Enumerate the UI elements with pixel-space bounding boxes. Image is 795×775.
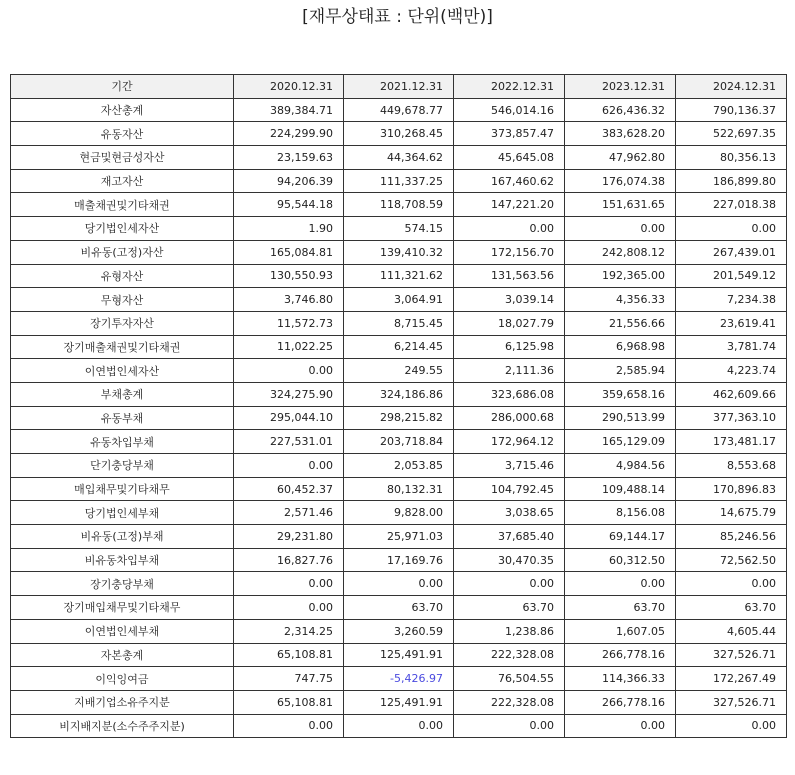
period-column-header: 2020.12.31 — [234, 75, 344, 99]
table-row — [11, 430, 787, 454]
value-cell: 95,544.18 — [234, 193, 344, 217]
value-cell: 65,108.81 — [234, 643, 344, 667]
value-cell: 0.00 — [344, 572, 454, 596]
table-row — [11, 548, 787, 572]
value-cell: 172,964.12 — [454, 430, 565, 454]
row-label: 이연법인세자산 — [11, 359, 234, 383]
value-cell: 170,896.83 — [676, 477, 787, 501]
value-cell: 0.00 — [565, 572, 676, 596]
period-column-header: 2024.12.31 — [676, 75, 787, 99]
value-cell: 4,605.44 — [676, 619, 787, 643]
value-cell: 29,231.80 — [234, 525, 344, 549]
value-cell: 377,363.10 — [676, 406, 787, 430]
value-cell: 6,214.45 — [344, 335, 454, 359]
value-cell: 14,675.79 — [676, 501, 787, 525]
value-cell: 151,631.65 — [565, 193, 676, 217]
value-cell: 45,645.08 — [454, 146, 565, 170]
table-row — [11, 596, 787, 620]
value-cell: 25,971.03 — [344, 525, 454, 549]
value-cell: 165,129.09 — [565, 430, 676, 454]
value-cell: 8,553.68 — [676, 454, 787, 478]
row-label: 비지배지분(소수주주지분) — [11, 714, 234, 738]
row-label: 장기매출채권및기타채권 — [11, 335, 234, 359]
table-row — [11, 359, 787, 383]
value-cell: 266,778.16 — [565, 643, 676, 667]
value-cell: 3,260.59 — [344, 619, 454, 643]
table-row — [11, 169, 787, 193]
value-cell: 298,215.82 — [344, 406, 454, 430]
value-cell: 17,169.76 — [344, 548, 454, 572]
table-row — [11, 643, 787, 667]
table-row — [11, 619, 787, 643]
value-cell: 3,781.74 — [676, 335, 787, 359]
value-cell: 172,267.49 — [676, 667, 787, 691]
value-cell: 172,156.70 — [454, 240, 565, 264]
row-label: 당기법인세부채 — [11, 501, 234, 525]
value-cell: 3,064.91 — [344, 288, 454, 312]
table-row — [11, 382, 787, 406]
table-row — [11, 122, 787, 146]
value-cell: 224,299.90 — [234, 122, 344, 146]
value-cell: 2,111.36 — [454, 359, 565, 383]
value-cell: 222,328.08 — [454, 643, 565, 667]
table-row — [11, 690, 787, 714]
value-cell: 4,984.56 — [565, 454, 676, 478]
row-label: 장기매입채무및기타채무 — [11, 596, 234, 620]
row-label: 당기법인세자산 — [11, 217, 234, 241]
value-cell: 173,481.17 — [676, 430, 787, 454]
value-cell: 23,159.63 — [234, 146, 344, 170]
value-cell: 94,206.39 — [234, 169, 344, 193]
value-cell: 3,746.80 — [234, 288, 344, 312]
row-label: 재고자산 — [11, 169, 234, 193]
period-header: 기간 — [11, 75, 234, 99]
row-label: 비유동(고정)부채 — [11, 525, 234, 549]
value-cell: 85,246.56 — [676, 525, 787, 549]
value-cell: 192,365.00 — [565, 264, 676, 288]
value-cell: 0.00 — [676, 714, 787, 738]
table-row — [11, 714, 787, 738]
value-cell: 65,108.81 — [234, 690, 344, 714]
value-cell: 201,549.12 — [676, 264, 787, 288]
table-row — [11, 240, 787, 264]
value-cell: 7,234.38 — [676, 288, 787, 312]
table-row — [11, 667, 787, 691]
value-cell: 72,562.50 — [676, 548, 787, 572]
value-cell: 242,808.12 — [565, 240, 676, 264]
row-label: 유동자산 — [11, 122, 234, 146]
value-cell: 0.00 — [234, 714, 344, 738]
value-cell: 0.00 — [454, 714, 565, 738]
value-cell: 8,715.45 — [344, 311, 454, 335]
value-cell: 60,452.37 — [234, 477, 344, 501]
value-cell: 165,084.81 — [234, 240, 344, 264]
value-cell: 0.00 — [454, 217, 565, 241]
value-cell: 69,144.17 — [565, 525, 676, 549]
row-label: 단기충당부채 — [11, 454, 234, 478]
period-column-header: 2023.12.31 — [565, 75, 676, 99]
value-cell: 323,686.08 — [454, 382, 565, 406]
row-label: 장기투자자산 — [11, 311, 234, 335]
value-cell: 125,491.91 — [344, 690, 454, 714]
period-column-header: 2022.12.31 — [454, 75, 565, 99]
value-cell: 111,321.62 — [344, 264, 454, 288]
value-cell: 63.70 — [344, 596, 454, 620]
value-cell: 1.90 — [234, 217, 344, 241]
value-cell: 4,223.74 — [676, 359, 787, 383]
value-cell: 111,337.25 — [344, 169, 454, 193]
value-cell: 109,488.14 — [565, 477, 676, 501]
table-row — [11, 454, 787, 478]
value-cell: -5,426.97 — [344, 667, 454, 691]
value-cell: 104,792.45 — [454, 477, 565, 501]
value-cell: 324,186.86 — [344, 382, 454, 406]
value-cell: 6,125.98 — [454, 335, 565, 359]
value-cell: 23,619.41 — [676, 311, 787, 335]
value-cell: 227,018.38 — [676, 193, 787, 217]
value-cell: 186,899.80 — [676, 169, 787, 193]
period-column-header: 2021.12.31 — [344, 75, 454, 99]
value-cell: 3,039.14 — [454, 288, 565, 312]
value-cell: 3,038.65 — [454, 501, 565, 525]
table-row — [11, 477, 787, 501]
table-row — [11, 264, 787, 288]
row-label: 유동부채 — [11, 406, 234, 430]
value-cell: 11,572.73 — [234, 311, 344, 335]
value-cell: 0.00 — [454, 572, 565, 596]
value-cell: 16,827.76 — [234, 548, 344, 572]
value-cell: 546,014.16 — [454, 98, 565, 122]
table-row — [11, 501, 787, 525]
value-cell: 63.70 — [676, 596, 787, 620]
value-cell: 249.55 — [344, 359, 454, 383]
table-row — [11, 217, 787, 241]
value-cell: 383,628.20 — [565, 122, 676, 146]
value-cell: 9,828.00 — [344, 501, 454, 525]
table-row — [11, 288, 787, 312]
value-cell: 125,491.91 — [344, 643, 454, 667]
value-cell: 290,513.99 — [565, 406, 676, 430]
table-header-row — [11, 75, 787, 99]
value-cell: 327,526.71 — [676, 643, 787, 667]
value-cell: 462,609.66 — [676, 382, 787, 406]
value-cell: 2,314.25 — [234, 619, 344, 643]
row-label: 이연법인세부채 — [11, 619, 234, 643]
value-cell: 522,697.35 — [676, 122, 787, 146]
value-cell: 147,221.20 — [454, 193, 565, 217]
value-cell: 359,658.16 — [565, 382, 676, 406]
value-cell: 626,436.32 — [565, 98, 676, 122]
value-cell: 63.70 — [565, 596, 676, 620]
value-cell: 176,074.38 — [565, 169, 676, 193]
value-cell: 790,136.37 — [676, 98, 787, 122]
value-cell: 0.00 — [234, 572, 344, 596]
row-label: 자산총계 — [11, 98, 234, 122]
value-cell: 389,384.71 — [234, 98, 344, 122]
value-cell: 227,531.01 — [234, 430, 344, 454]
value-cell: 30,470.35 — [454, 548, 565, 572]
value-cell: 0.00 — [234, 454, 344, 478]
value-cell: 37,685.40 — [454, 525, 565, 549]
value-cell: 8,156.08 — [565, 501, 676, 525]
value-cell: 167,460.62 — [454, 169, 565, 193]
value-cell: 1,607.05 — [565, 619, 676, 643]
value-cell: 0.00 — [234, 359, 344, 383]
balance-sheet-table — [10, 74, 787, 738]
row-label: 자본총계 — [11, 643, 234, 667]
value-cell: 0.00 — [234, 596, 344, 620]
table-row — [11, 98, 787, 122]
row-label: 부채총계 — [11, 382, 234, 406]
table-row — [11, 335, 787, 359]
row-label: 이익잉여금 — [11, 667, 234, 691]
value-cell: 21,556.66 — [565, 311, 676, 335]
value-cell: 267,439.01 — [676, 240, 787, 264]
value-cell: 0.00 — [676, 572, 787, 596]
value-cell: 449,678.77 — [344, 98, 454, 122]
value-cell: 266,778.16 — [565, 690, 676, 714]
page-title: [재무상태표 : 단위(백만)] — [302, 7, 493, 27]
value-cell: 47,962.80 — [565, 146, 676, 170]
table-body — [11, 98, 787, 738]
value-cell: 139,410.32 — [344, 240, 454, 264]
value-cell: 63.70 — [454, 596, 565, 620]
table-row — [11, 572, 787, 596]
row-label: 무형자산 — [11, 288, 234, 312]
table-row — [11, 193, 787, 217]
table-row — [11, 525, 787, 549]
value-cell: 2,571.46 — [234, 501, 344, 525]
value-cell: 18,027.79 — [454, 311, 565, 335]
row-label: 비유동(고정)자산 — [11, 240, 234, 264]
value-cell: 327,526.71 — [676, 690, 787, 714]
value-cell: 131,563.56 — [454, 264, 565, 288]
value-cell: 60,312.50 — [565, 548, 676, 572]
value-cell: 373,857.47 — [454, 122, 565, 146]
value-cell: 0.00 — [676, 217, 787, 241]
value-cell: 44,364.62 — [344, 146, 454, 170]
value-cell: 130,550.93 — [234, 264, 344, 288]
table-row — [11, 406, 787, 430]
value-cell: 222,328.08 — [454, 690, 565, 714]
row-label: 유형자산 — [11, 264, 234, 288]
table-row — [11, 146, 787, 170]
value-cell: 286,000.68 — [454, 406, 565, 430]
value-cell: 11,022.25 — [234, 335, 344, 359]
value-cell: 118,708.59 — [344, 193, 454, 217]
value-cell: 80,132.31 — [344, 477, 454, 501]
value-cell: 0.00 — [344, 714, 454, 738]
value-cell: 324,275.90 — [234, 382, 344, 406]
value-cell: 295,044.10 — [234, 406, 344, 430]
value-cell: 2,585.94 — [565, 359, 676, 383]
value-cell: 2,053.85 — [344, 454, 454, 478]
value-cell: 1,238.86 — [454, 619, 565, 643]
value-cell: 6,968.98 — [565, 335, 676, 359]
row-label: 장기충당부채 — [11, 572, 234, 596]
value-cell: 203,718.84 — [344, 430, 454, 454]
row-label: 매출채권및기타채권 — [11, 193, 234, 217]
value-cell: 3,715.46 — [454, 454, 565, 478]
value-cell: 80,356.13 — [676, 146, 787, 170]
table-row — [11, 311, 787, 335]
value-cell: 747.75 — [234, 667, 344, 691]
value-cell: 0.00 — [565, 217, 676, 241]
value-cell: 76,504.55 — [454, 667, 565, 691]
row-label: 매입채무및기타채무 — [11, 477, 234, 501]
value-cell: 4,356.33 — [565, 288, 676, 312]
value-cell: 0.00 — [565, 714, 676, 738]
value-cell: 114,366.33 — [565, 667, 676, 691]
row-label: 지배기업소유주지분 — [11, 690, 234, 714]
row-label: 유동차입부채 — [11, 430, 234, 454]
row-label: 비유동차입부채 — [11, 548, 234, 572]
value-cell: 574.15 — [344, 217, 454, 241]
row-label: 현금및현금성자산 — [11, 146, 234, 170]
value-cell: 310,268.45 — [344, 122, 454, 146]
